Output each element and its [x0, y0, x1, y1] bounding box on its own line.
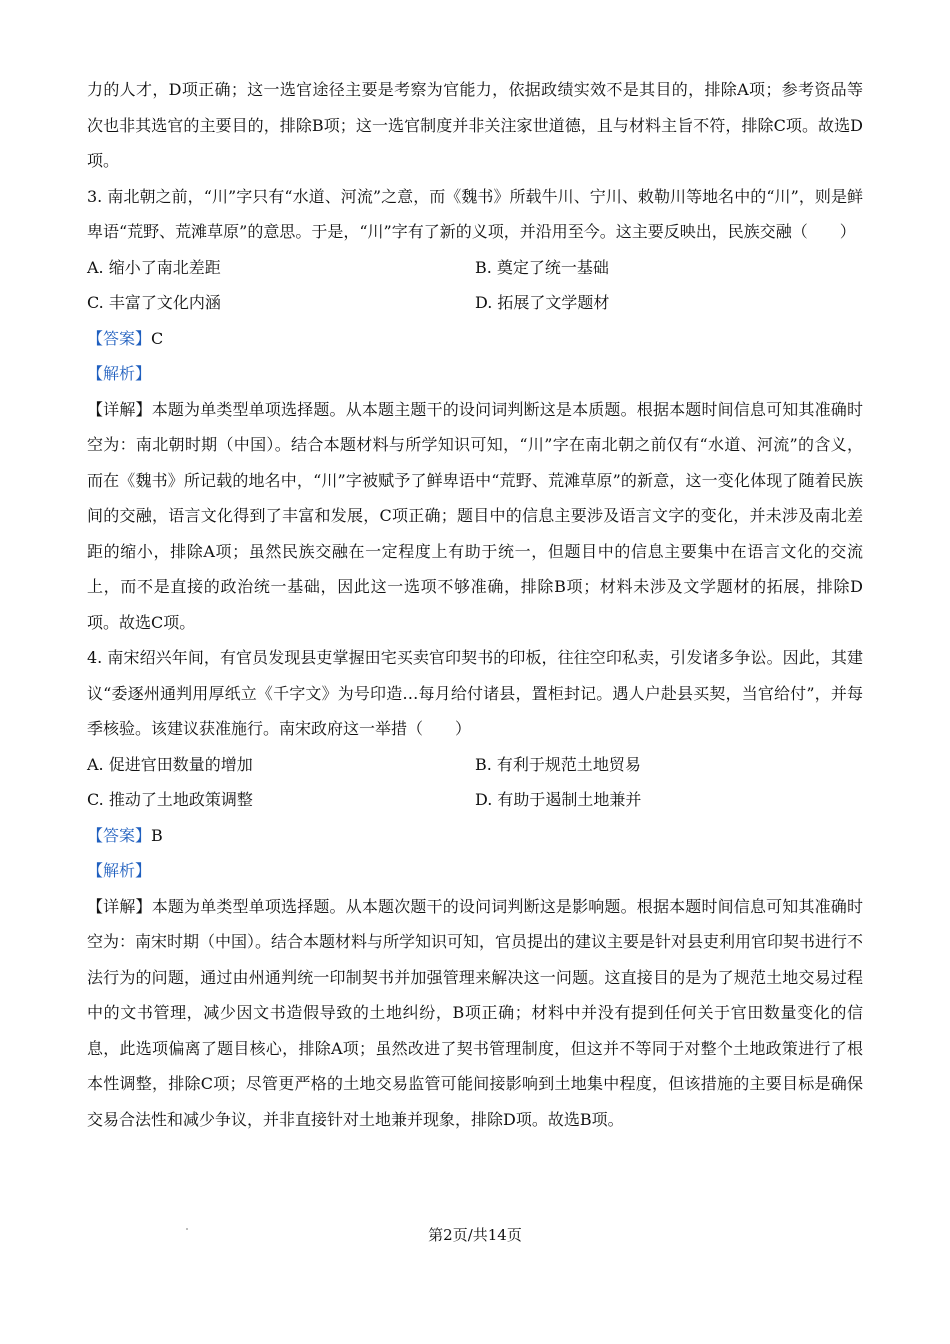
question-4-option-c: C. 推动了土地政策调整	[87, 790, 253, 809]
question-3-options-row-2	[87, 285, 863, 321]
question-4-answer	[87, 818, 863, 854]
question-3-options-row-1	[87, 250, 863, 286]
question-4-options-row-1	[87, 747, 863, 783]
answer-tag: 【答案】	[87, 328, 152, 348]
prev-answer-continuation: 力的人才，D项正确；这一选官途径主要是考察为官能力，依据政绩实效不是其目的，排除A项；参考资品等次也非其选官的主要目的，排除B项；这一选官制度并非关注家世道德，且与材料主旨不符，排除C项。故选D项。	[87, 80, 863, 170]
answer-value: C	[151, 328, 164, 348]
question-4-option-b: B. 有利于规范土地贸易	[475, 754, 641, 774]
question-3-answer	[87, 321, 863, 357]
question-3-option-c: C. 丰富了文化内涵	[87, 293, 221, 312]
page-number-footer: 第2页/共14页	[428, 1226, 522, 1244]
question-4-analysis-heading	[87, 853, 863, 889]
question-4-options-row-2	[87, 782, 863, 818]
question-3-option-a: A. 缩小了南北差距	[87, 257, 221, 277]
answer-tag: 【答案】	[87, 825, 152, 845]
detail-text: 本题为单类型单项选择题。从本题次题干的设问词判断这是影响题。根据本题时间信息可知其准确时空为：南宋时期（中国）。结合本题材料与所学知识可知，官员提出的建议主要是针对县吏利用官印契书进行不法行为的问题，通过由州通判统一印制契书并加强管理来解决这一问题。这直接目的是为了规范土地交易过程中的文书管理，减少因文书造假导致的土地纠纷，B项正确；材料中并没有提到任何关于官田数量变化的信息，此选项偏离了题目核心，排除A项；虽然改进了契书管理制度，但这并不等同于对整个土地政策进行了根本性调整，排除C项；尽管更严格的土地交易监管可能间接影响到土地集中程度，但该措施的主要目标是确保交易合法性和减少争议，并非直接针对土地兼并现象，排除D项。故选B项。	[87, 896, 864, 1129]
question-3	[87, 179, 863, 641]
question-3-analysis-heading	[87, 356, 863, 392]
answer-value: B	[151, 825, 163, 845]
question-3-stem: 3. 南北朝之前，“川”字只有“水道、河流”之意，而《魏书》所载牛川、宁川、敕勒川等地名中的“川”，则是鲜卑语“荒野、荒滩草原”的意思。于是，“川”字有了新的义项，并沿用至今。这主要反映出，民族交融（ ）	[87, 186, 863, 241]
page-content	[87, 72, 863, 1137]
detail-text: 本题为单类型单项选择题。从本题主题干的设问词判断这是本质题。根据本题时间信息可知其准确时空为：南北朝时期（中国）。结合本题材料与所学知识可知，“川”字在南北朝之前仅有“水道、河流”的含义，而在《魏书》所记载的地名中，“川”字被赋予了鲜卑语中“荒野、荒滩草原”的新意，这一变化体现了随着民族间的交融，语言文化得到了丰富和发展，C项正确；题目中的信息主要涉及语言文字的变化，并未涉及南北差距的缩小，排除A项；虽然民族交融在一定程度上有助于统一，但题目中的信息主要集中在语言文化的交流上，而不是直接的政治统一基础，因此这一选项不够准确，排除B项；材料未涉及文学题材的拓展，排除D项。故选C项。	[87, 399, 863, 632]
question-4-detail	[87, 889, 863, 1138]
question-4-stem: 4. 南宋绍兴年间，有官员发现县吏掌握田宅买卖官印契书的印板，往往空印私卖，引发诸多争讼。因此，其建议“委逐州通判用厚纸立《千字文》为号印造…每月给付诸县，置柜封记。遇人户赴县买契，当官给付”，并每季核验。该建议获准施行。南宋政府这一举措（ ）	[87, 648, 863, 738]
question-3-detail	[87, 392, 863, 641]
question-4-option-a: A. 促进官田数量的增加	[87, 754, 253, 774]
question-3-option-b: B. 奠定了统一基础	[475, 257, 609, 277]
question-4	[87, 640, 863, 1137]
analysis-tag: 【解析】	[87, 364, 152, 383]
question-3-option-d: D. 拓展了文学题材	[475, 293, 610, 312]
detail-tag: 【详解】	[87, 896, 152, 916]
detail-tag: 【详解】	[87, 399, 152, 419]
question-4-option-d: D. 有助于遏制土地兼并	[475, 790, 642, 809]
analysis-tag: 【解析】	[87, 861, 152, 880]
